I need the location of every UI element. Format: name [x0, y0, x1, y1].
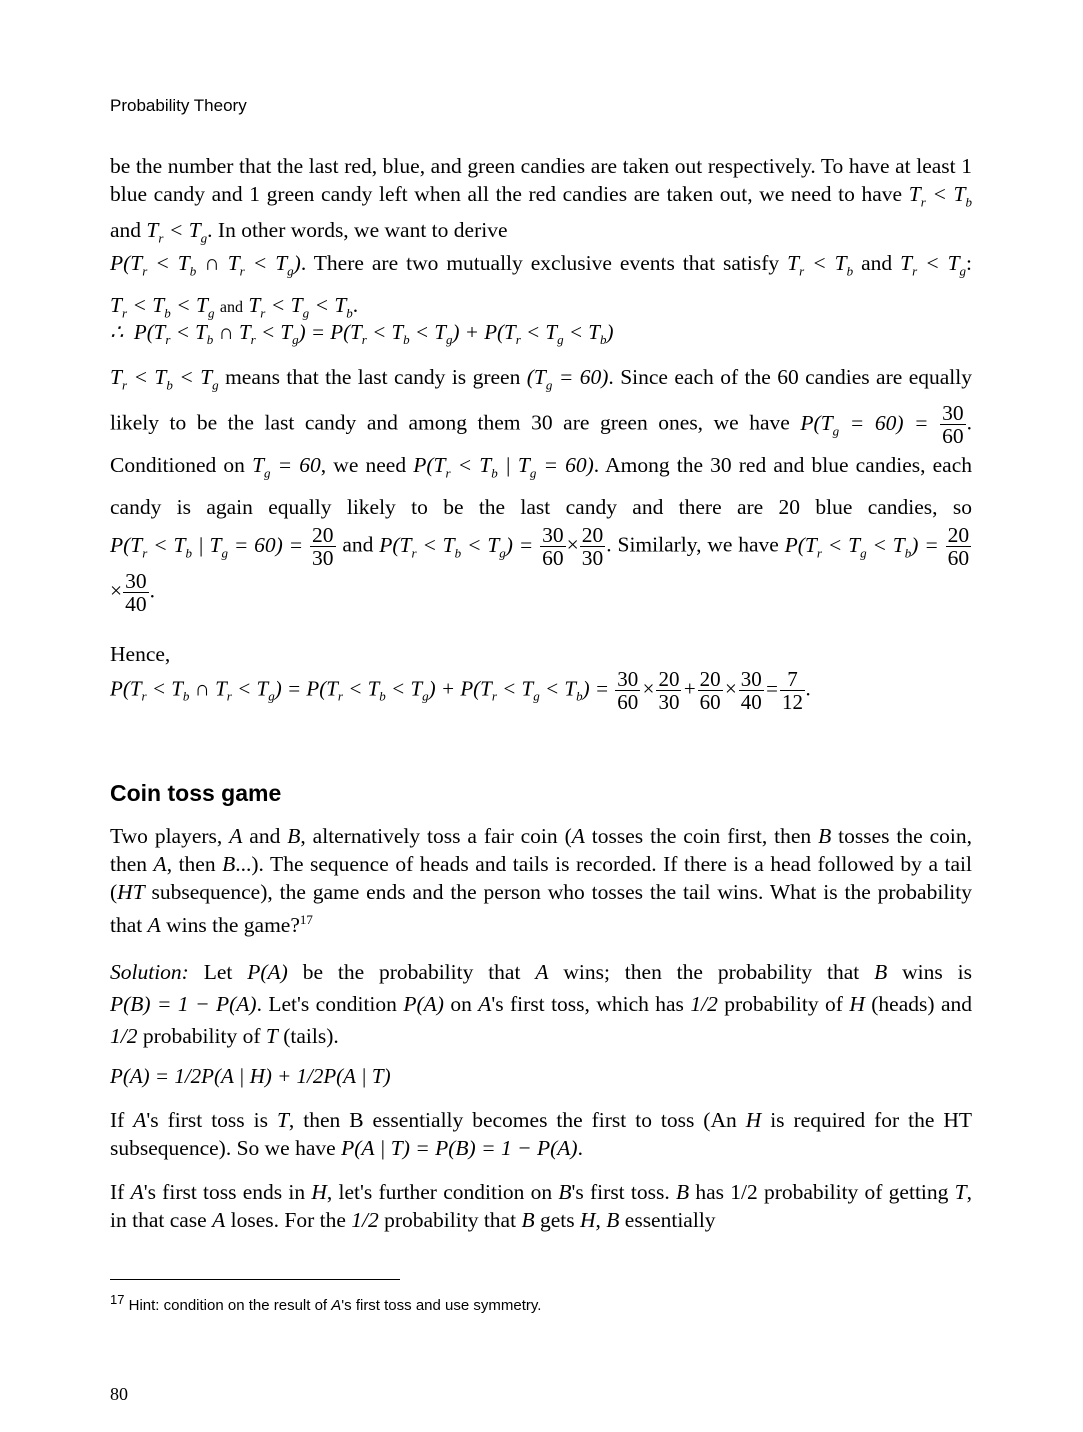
footnote: $^{17}$ Hint: condition on the result of A's first toss and use symmetry. [110, 1292, 542, 1314]
equation-conditioning: P(A) = 1/2P(A | H) + 1/2P(A | T) [110, 1064, 391, 1088]
hence-label: Hence, [110, 642, 171, 666]
solution-label: Solution: [110, 960, 189, 984]
footnote-number: 17 [110, 1292, 125, 1307]
equation-decomposition: ∴ $P(T_r < T_b$ ∩ $T_r < T_g) = P(T_r < T_b < T_g) + P(T_r < T_g < T_b)$ [110, 320, 614, 348]
footnote-ref: 17 [299, 912, 313, 927]
head-paragraph: If A's first toss ends in H, let's further condition on B's first toss. B has 1/2 probability of getting T, in that case A loses. For the 1/2 probability that B gets H, B essentially [110, 1180, 972, 1232]
tail-paragraph: If A's first toss is T, then B essentially becomes the first to toss (An H is required for the HT subsequence). So we have P(A | T) = P(B) = 1 − P(A). [110, 1108, 973, 1160]
book-page [110, 0, 972, 1432]
coin-toss-problem: Two players, A and B, alternatively toss a fair coin (A tosses the coin first, then B tosses the coin, then A, then B...). The sequence of heads and tails is recorded. If there is a head followed by a tail (HT subsequence), the game ends and the person who tosses the tail wins. What is the probability that A wins the game?$^{17}$ [110, 824, 972, 938]
running-head: Probability Theory [110, 96, 247, 115]
candy-paragraph-3: $T_r < T_b < T_g$ means that the last candy is green $(T_g = 60)$. Since each of the 60 candies are equally likely to be the last candy and among them 30 are green ones, we have $P(T_g = 60)$ = $\frac{30}{60}$ . Conditioned on $T_g = 60$, we need $P(T_r < T_b$ | $T_g = 60$). Among the 30 red and blue candies, each candy is again equally likely to be the last candy and there are 20 blue candies, so $P(T_r < T_b$ | $T_g = 60$) = $\frac{20}{30}$ and $P(T_r < T_b < T_g)$ = $\frac{30}{60}$ × $\frac{20}{30}$ . Similarly, we have $P(T_r < T_g < T_b)$ = $\frac{20}{60}$ × $\frac{30}{40}$ . [110, 365, 973, 617]
section-heading: Coin toss game [110, 780, 282, 806]
footnote-rule [110, 1279, 400, 1280]
candy-paragraph-1: be the number that the last red, blue, and green candies are taken out respectively. To have at least 1 blue candy and 1 green candy left when all the red candies are taken out, we need to have $T_r < T_b$ and $T_r < T_g$. In other words, we want to derive [110, 154, 972, 246]
candy-paragraph-2: $P(T_r < T_b$ ∩ $T_r < T_g$). There are two mutually exclusive events that satisfy $T_r < T_b$ and $T_r < T_g$: $T_r < T_b < T_g$ and $T_r < T_g < T_b$. [110, 251, 973, 321]
page-number: 80 [110, 1384, 128, 1404]
solution-paragraph: Solution: Let P(A) be the probability that A wins; then the probability that B wins is P(B) = 1 − P(A). Let's condition P(A) on A's first toss, which has 1/2 probability of H (heads) and 1/2 probability of T (tails). [110, 960, 972, 1048]
equation-final-result: $P(T_r < T_b$ ∩ $T_r < T_g) = P(T_r < T_b < T_g) + P(T_r < T_g < T_b)$ = $\frac{30}{60}$ × $\frac{20}{30}$ + $\frac{20}{60}$ × $\frac{30}{40}$ = $\frac{7}{12}$ . [110, 667, 812, 714]
